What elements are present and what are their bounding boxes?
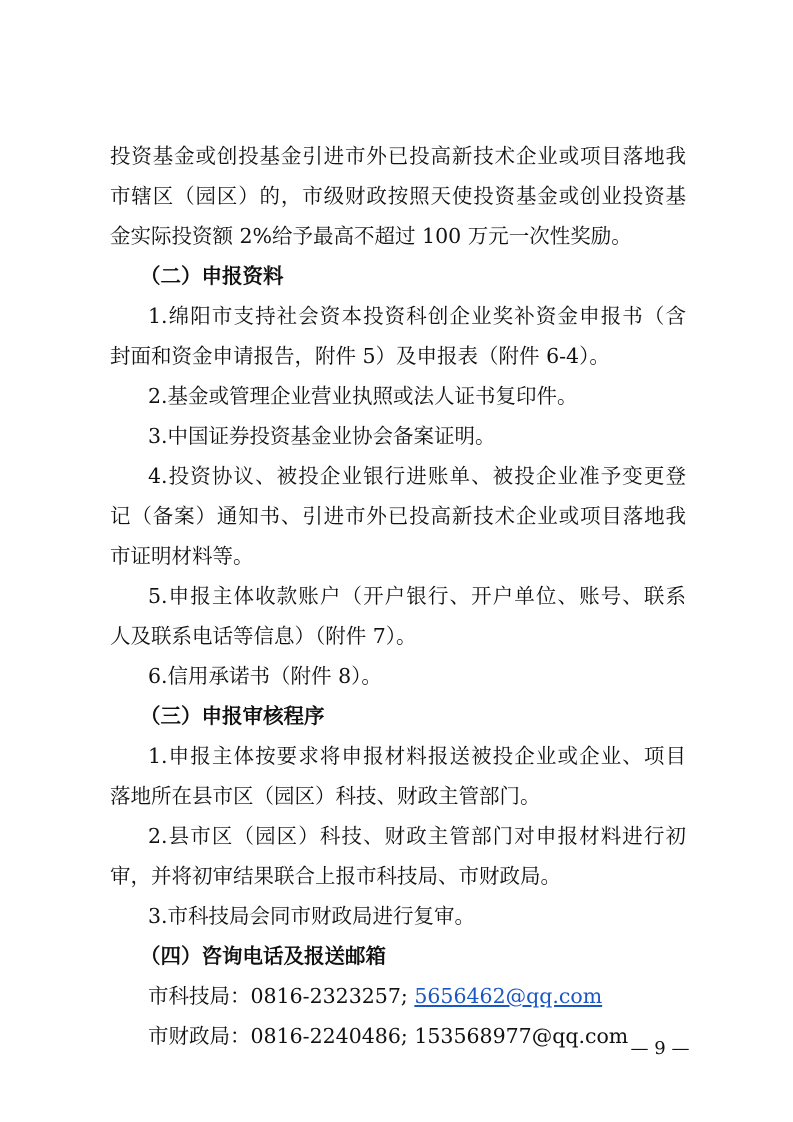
section-heading: （二）申报资料 (140, 264, 284, 288)
body-line: 6.信用承诺书（附件 8）。 (148, 664, 382, 688)
contact-label: 市财政局： (148, 1024, 251, 1048)
body-line: 人及联系电话等信息）（附件 7）。 (110, 624, 417, 648)
contact-email-link[interactable]: 5656462@qq.com (414, 984, 603, 1008)
body-line: 记（备案）通知书、引进市外已投高新技术企业或项目落地我 (110, 504, 686, 528)
contact-line (148, 976, 686, 1016)
body-line: 封面和资金申请报告，附件 5）及申报表（附件 6-4）。 (110, 344, 610, 368)
body-line: 审，并将初审结果联合上报市科技局、市财政局。 (110, 864, 561, 888)
body-line: 3.市科技局会同市财政局进行复审。 (148, 904, 476, 928)
body-line: 5.申报主体收款账户（开户银行、开户单位、账号、联系 (148, 584, 686, 608)
contact-phone: 0816-2240486; (250, 1024, 415, 1048)
body-line: 3.中国证券投资基金业协会备案证明。 (148, 424, 496, 448)
contact-label: 市科技局： (148, 984, 251, 1008)
body-line: 4.投资协议、被投企业银行进账单、被投企业准予变更登 (148, 464, 686, 488)
body-line: 金实际投资额 2%给予最高不超过 100 万元一次性奖励。 (110, 224, 632, 248)
body-line: 1.绵阳市支持社会资本投资科创企业奖补资金申报书（含 (148, 304, 686, 328)
body-line: 市证明材料等。 (110, 544, 254, 568)
body-line: 投资基金或创投基金引进市外已投高新技术企业或项目落地我 (110, 144, 686, 168)
body-line: 1.申报主体按要求将申报材料报送被投企业或企业、项目 (148, 744, 686, 768)
body-line: 2.县市区（园区）科技、财政主管部门对申报材料进行初 (148, 824, 686, 848)
page-number: — 9 — (630, 1038, 690, 1059)
body-line: 落地所在县市区（园区）科技、财政主管部门。 (110, 784, 541, 808)
section-heading: （三）申报审核程序 (140, 704, 325, 728)
body-line: 2.基金或管理企业营业执照或法人证书复印件。 (148, 384, 578, 408)
body-line: 市辖区（园区）的，市级财政按照天使投资基金或创业投资基 (110, 184, 686, 208)
contact-phone: 0816-2323257; (250, 984, 415, 1008)
section-heading: （四）咨询电话及报送邮箱 (140, 944, 386, 968)
contact-email: 153568977@qq.com (414, 1024, 629, 1048)
contact-line (148, 1016, 668, 1056)
